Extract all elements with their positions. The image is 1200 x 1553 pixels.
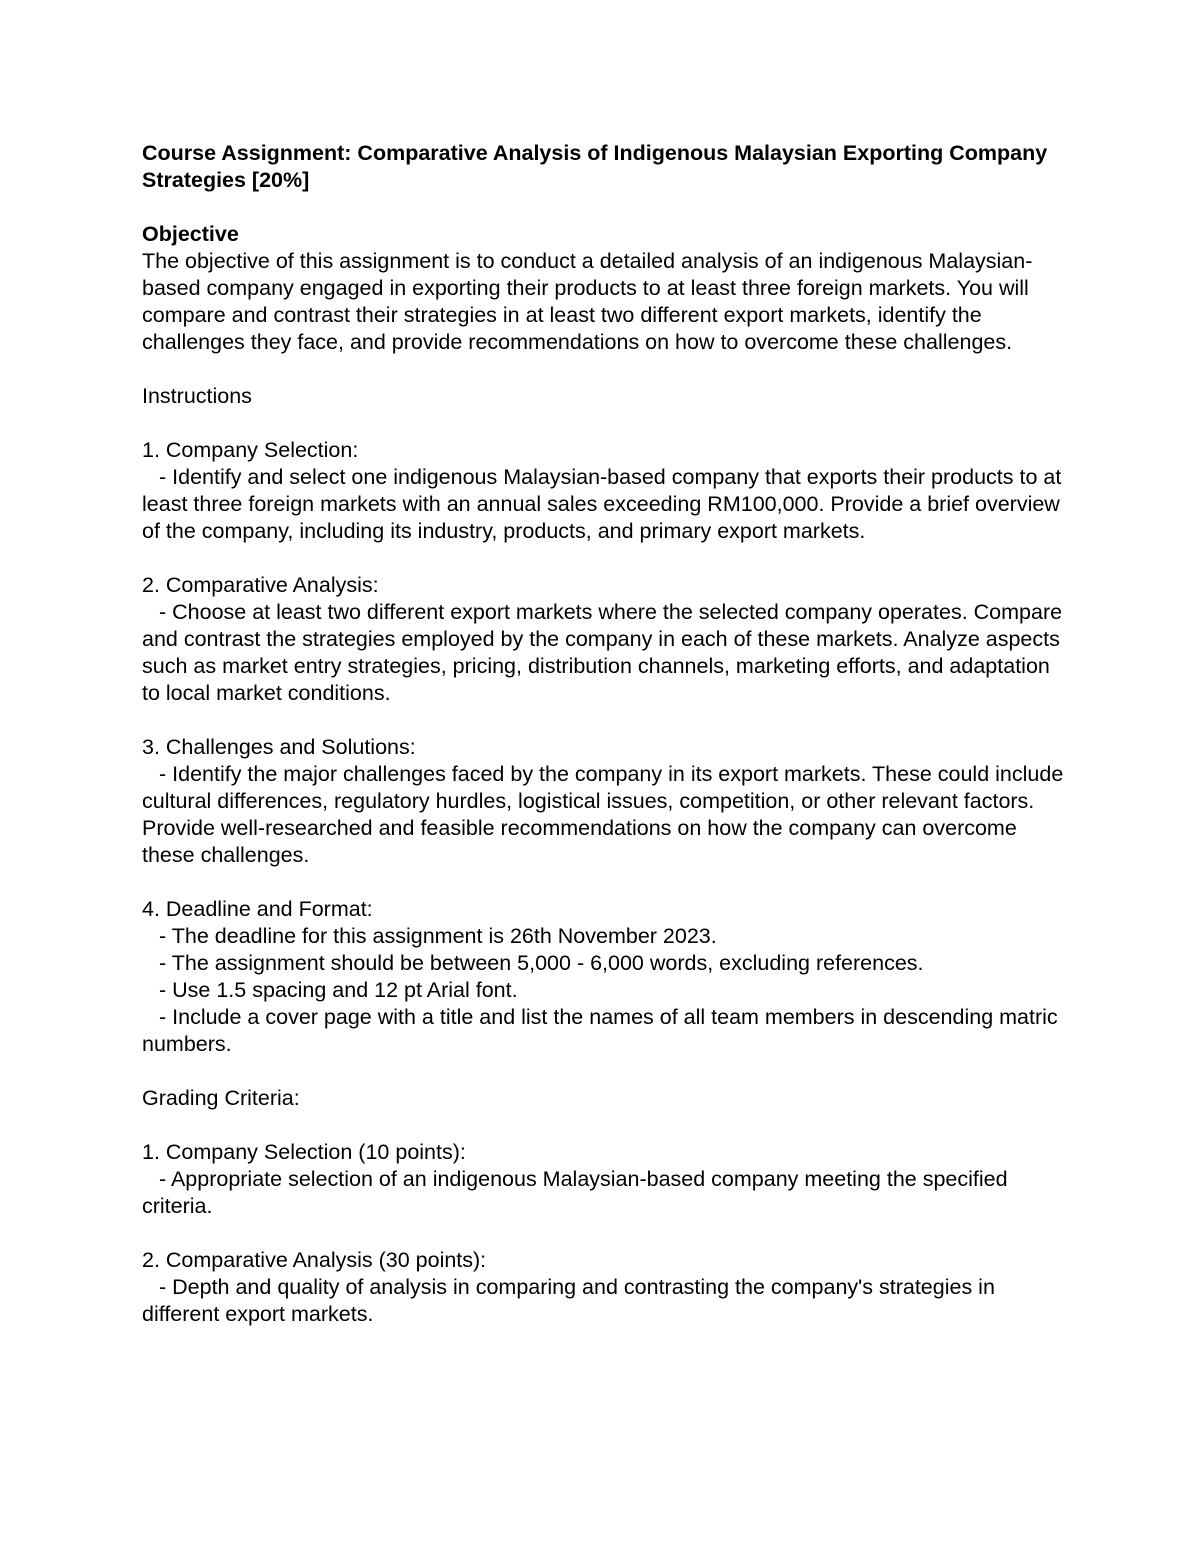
document-title: Course Assignment: Comparative Analysis of Indigenous Malaysian Exporting Company Strategies [20%] xyxy=(142,141,1048,192)
instruction-item-title: 2. Comparative Analysis: xyxy=(142,573,379,597)
instruction-item-title: 3. Challenges and Solutions: xyxy=(142,735,416,759)
document-page xyxy=(142,140,1072,1328)
instruction-item-text-content: - Identify the major challenges faced by the company in its export markets. These could include cultural differences, regulatory hurdles, logistical issues, competition, or other relevant factors. Provide well-researched and feasible recommendations on how the company can overcome these challenges. xyxy=(142,762,1064,867)
spacer xyxy=(142,707,1072,734)
grading-item-title: 1. Company Selection (10 points): xyxy=(142,1140,466,1164)
objective-text: The objective of this assignment is to conduct a detailed analysis of an indigenous Malaysian-based company engaged in exporting their products to at least three foreign markets. You will compare and contrast their strategies in at least two different export markets, identify the challenges they face, and provide recommendations on how to overcome these challenges. xyxy=(142,249,1033,354)
instruction-item-text xyxy=(142,599,1072,707)
grading-heading: Grading Criteria: xyxy=(142,1086,300,1110)
deadline-line xyxy=(142,977,1072,1004)
instruction-item-text-content: - Identify and select one indigenous Malaysian-based company that exports their products to at least three foreign markets with an annual sales exceeding RM100,000. Provide a brief overview of the company, including its industry, products, and primary export markets. xyxy=(142,465,1062,543)
instruction-item-text xyxy=(142,464,1072,545)
deadline-line xyxy=(142,950,1072,977)
grading-item-text xyxy=(142,1166,1072,1220)
deadline-line-text: - Use 1.5 spacing and 12 pt Arial font. xyxy=(159,978,518,1002)
instruction-item-text-content: - Choose at least two different export markets where the selected company operates. Compare and contrast the strategies employed by the company in each of these markets. Analyze aspects such as market entry strategies, pricing, distribution channels, marketing efforts, and adaptation to local market conditions. xyxy=(142,600,1063,705)
spacer xyxy=(142,545,1072,572)
spacer xyxy=(142,1220,1072,1247)
grading-item-text xyxy=(142,1274,1072,1328)
deadline-line xyxy=(142,923,1072,950)
grading-item-title: 2. Comparative Analysis (30 points): xyxy=(142,1248,487,1272)
deadline-title: 4. Deadline and Format: xyxy=(142,897,373,921)
spacer xyxy=(142,410,1072,437)
deadline-line-text: - The assignment should be between 5,000 - 6,000 words, excluding references. xyxy=(159,951,924,975)
spacer xyxy=(142,1112,1072,1139)
deadline-line-text: - Include a cover page with a title and list the names of all team members in descending matric numbers. xyxy=(142,1005,1058,1056)
instructions-heading: Instructions xyxy=(142,384,252,408)
objective-heading: Objective xyxy=(142,222,239,246)
grading-item-text-content: - Depth and quality of analysis in comparing and contrasting the company's strategies in different export markets. xyxy=(142,1275,995,1326)
grading-item-text-content: - Appropriate selection of an indigenous Malaysian-based company meeting the specified criteria. xyxy=(142,1167,1008,1218)
spacer xyxy=(142,869,1072,896)
deadline-line xyxy=(142,1004,1072,1058)
deadline-line-text: - The deadline for this assignment is 26th November 2023. xyxy=(159,924,717,948)
instruction-item-title: 1. Company Selection: xyxy=(142,438,359,462)
spacer xyxy=(142,1058,1072,1085)
spacer xyxy=(142,356,1072,383)
instruction-item-text xyxy=(142,761,1072,869)
